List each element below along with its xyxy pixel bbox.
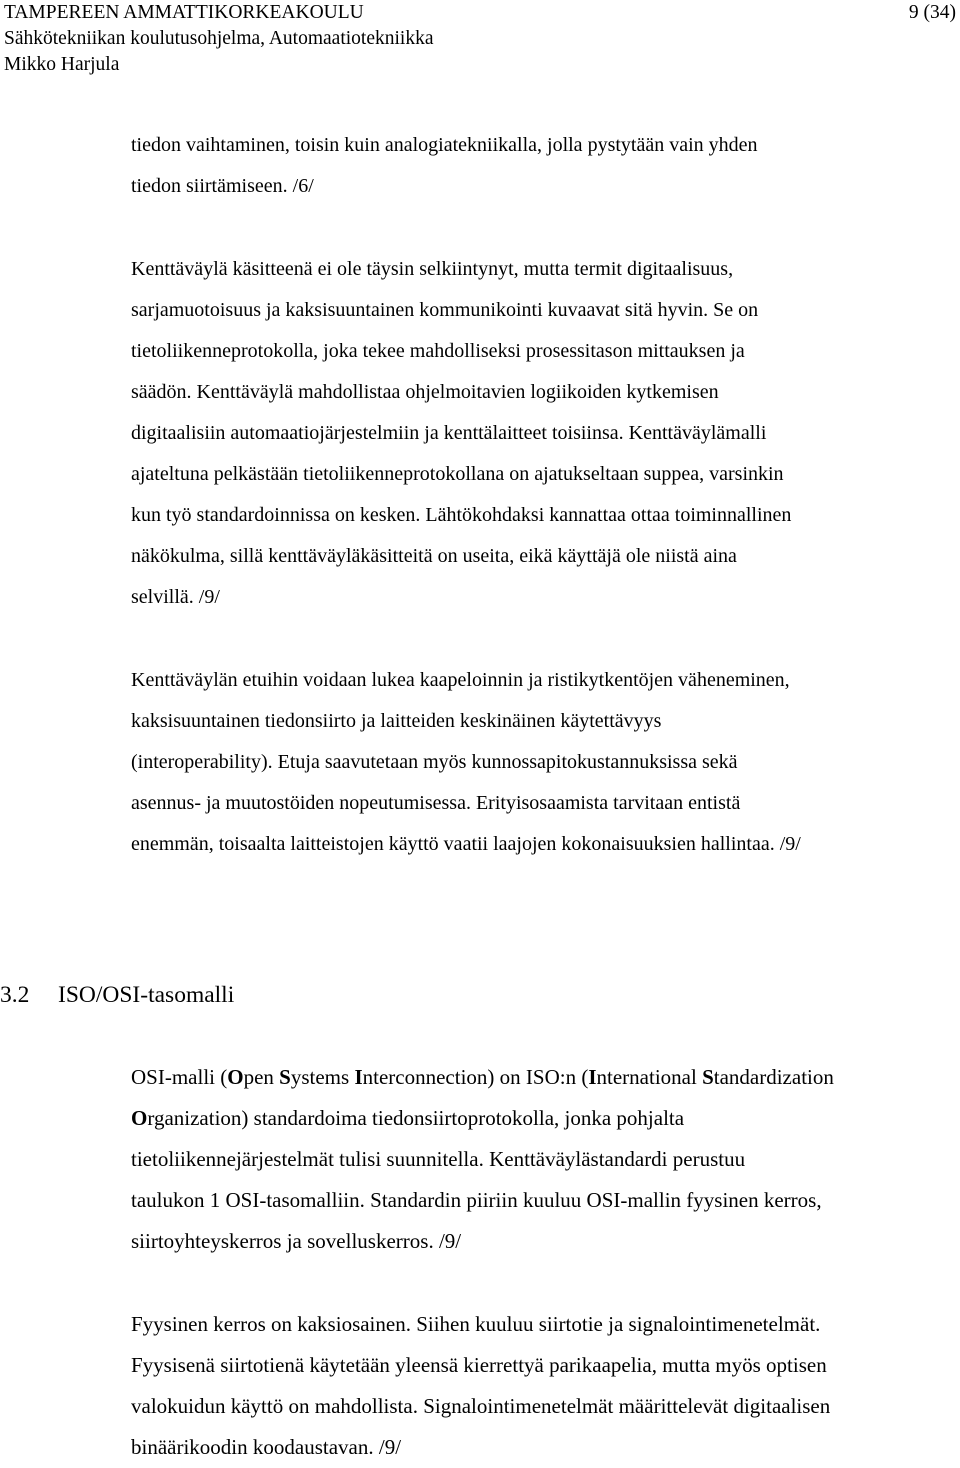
text-line: Fyysinen kerros on kaksiosainen. Siihen kuuluu siirtotie ja signalointimenetelmät. (131, 1312, 821, 1336)
section-heading (0, 980, 234, 1010)
text-line: näkökulma, sillä kenttäväyläkäsitteitä on useita, eikä käyttäjä ole niistä aina (131, 545, 737, 567)
text-run: tandardization (713, 1065, 834, 1089)
text-line: sarjamuotoisuus ja kaksisuuntainen kommunikointi kuvaavat sitä hyvin. Se on (131, 299, 759, 321)
text-line: asennus- ja muutostöiden nopeutumisessa. Erityisosaamista tarvitaan entistä (131, 792, 741, 814)
page-header (4, 0, 956, 78)
text-line: säädön. Kenttäväylä mahdollistaa ohjelmoitavien logiikoiden kytkemisen (131, 381, 719, 403)
header-institution: TAMPEREEN AMMATTIKORKEAKOULU (4, 2, 364, 23)
text-line: tiedon siirtämiseen. /6/ (131, 175, 314, 197)
text-line (131, 1057, 941, 1098)
text-run: ystems (290, 1065, 355, 1089)
text-line: selvillä. /9/ (131, 586, 220, 608)
bold-letter: S (279, 1065, 291, 1089)
text-line: Kenttäväylä käsitteenä ei ole täysin selkiintynyt, mutta termit digitaalisuus, (131, 258, 734, 280)
text-line: binäärikoodin koodaustavan. /9/ (131, 1435, 402, 1459)
text-line: enemmän, toisaalta laitteistojen käyttö vaatii laajojen kokonaisuuksien hallintaa. /9/ (131, 833, 801, 855)
header-program: Sähkötekniikan koulutusohjelma, Automaatiotekniikka (4, 28, 434, 49)
paragraph-3 (131, 660, 941, 865)
text-line: Fyysisenä siirtotienä käytetään yleensä kierrettyä parikaapelia, mutta myös optisen (131, 1353, 827, 1377)
text-line: tietoliikenneprotokolla, joka tekee mahdolliseksi prosessitason mittauksen ja (131, 340, 745, 362)
text-run: OSI-malli ( (131, 1065, 228, 1089)
text-line: (interoperability). Etuja saavutetaan myös kunnossapitokustannuksissa sekä (131, 751, 738, 773)
section-number: 3.2 (0, 982, 30, 1008)
text-line: Kenttäväylän etuihin voidaan lukea kaapeloinnin ja ristikytkentöjen väheneminen, (131, 669, 790, 691)
text-line: kaksisuuntainen tiedonsiirto ja laitteiden keskinäinen käytettävyys (131, 710, 662, 732)
paragraph-4 (131, 1057, 941, 1262)
bold-letter: S (702, 1065, 714, 1089)
paragraph-2 (131, 249, 941, 618)
text-line: valokuidun käyttö on mahdollista. Signalointimenetelmät määrittelevät digitaalisen (131, 1394, 831, 1418)
text-run: nterconnection) on ISO:n ( (362, 1065, 589, 1089)
text-line: ajateltuna pelkästään tietoliikenneprotokollana on ajatukseltaan suppea, varsinkin (131, 463, 784, 485)
bold-letter: I (354, 1065, 363, 1089)
text-run: pen (243, 1065, 280, 1089)
text-line: siirtoyhteyskerros ja sovelluskerros. /9/ (131, 1229, 462, 1253)
bold-letter: I (588, 1065, 597, 1089)
bold-letter: O (131, 1106, 148, 1130)
text-line: kun työ standardoinnissa on kesken. Lähtökohdaksi kannattaa ottaa toiminnallinen (131, 504, 792, 526)
paragraph-5 (131, 1304, 941, 1468)
text-line: tiedon vaihtaminen, toisin kuin analogiatekniikalla, jolla pystytään vain yhden (131, 134, 758, 156)
text-line: tietoliikennejärjestelmät tulisi suunnitella. Kenttäväylästandardi perustuu (131, 1147, 746, 1171)
text-run: nternational (596, 1065, 703, 1089)
page-number: 9 (34) (908, 2, 956, 23)
text-run: rganization) standardoima tiedonsiirtoprotokolla, jonka pohjalta (147, 1106, 685, 1130)
bold-letter: O (227, 1065, 244, 1089)
text-line (131, 1098, 941, 1139)
paragraph-1 (131, 125, 941, 207)
header-author: Mikko Harjula (4, 54, 120, 75)
text-line: digitaalisiin automaatiojärjestelmiin ja kenttälaitteet toisiinsa. Kenttäväylämalli (131, 422, 767, 444)
text-line: taulukon 1 OSI-tasomalliin. Standardin piiriin kuuluu OSI-mallin fyysinen kerros, (131, 1188, 822, 1212)
section-title: ISO/OSI-tasomalli (58, 982, 235, 1008)
